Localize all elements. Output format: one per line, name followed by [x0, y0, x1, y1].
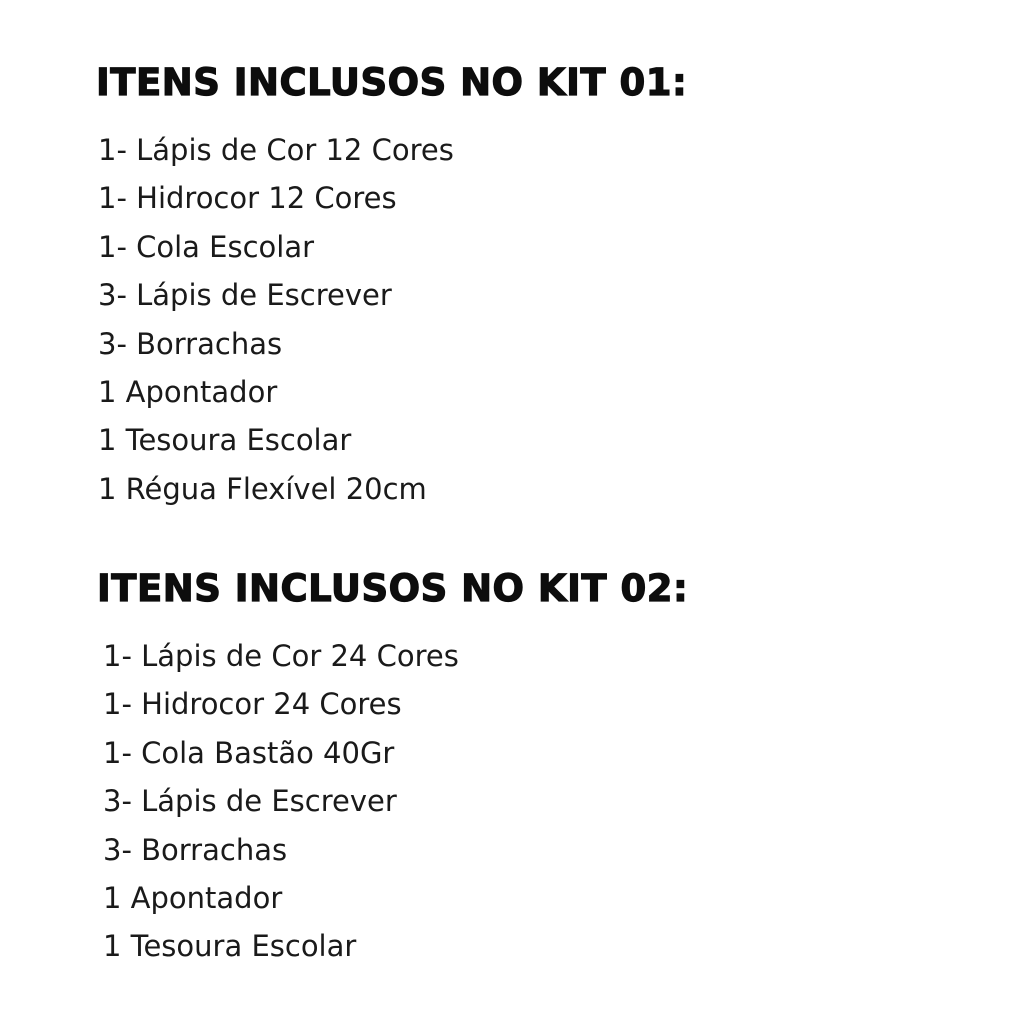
list-item: 1 Apontador — [103, 880, 283, 915]
list-item: 3- Borrachas — [98, 326, 283, 361]
kit-02-item-list — [97, 632, 688, 971]
list-item: 1 Apontador — [98, 374, 278, 409]
list-item: 3- Lápis de Escrever — [98, 278, 392, 313]
kit-02-section — [97, 566, 688, 971]
kit-02-heading: ITENS INCLUSOS NO KIT 02: — [97, 567, 689, 610]
list-item: 1- Lápis de Cor 24 Cores — [103, 639, 459, 673]
list-item: 3- Borrachas — [103, 832, 288, 867]
kit-01-item-list — [96, 126, 687, 513]
list-item: 1- Hidrocor 24 Cores — [103, 687, 402, 722]
list-item: 1 Tesoura Escolar — [103, 929, 357, 964]
list-item: 1- Cola Escolar — [98, 229, 315, 264]
kit-01-heading: ITENS INCLUSOS NO KIT 01: — [96, 61, 688, 104]
list-item: 1- Lápis de Cor 12 Cores — [98, 133, 454, 167]
list-item: 1 Tesoura Escolar — [98, 423, 352, 458]
list-item: 1- Cola Bastão 40Gr — [103, 735, 395, 770]
list-item: 1- Hidrocor 12 Cores — [98, 181, 397, 216]
list-item: 1 Régua Flexível 20cm — [98, 471, 427, 506]
kit-01-section — [96, 60, 687, 513]
list-item: 3- Lápis de Escrever — [103, 784, 397, 819]
